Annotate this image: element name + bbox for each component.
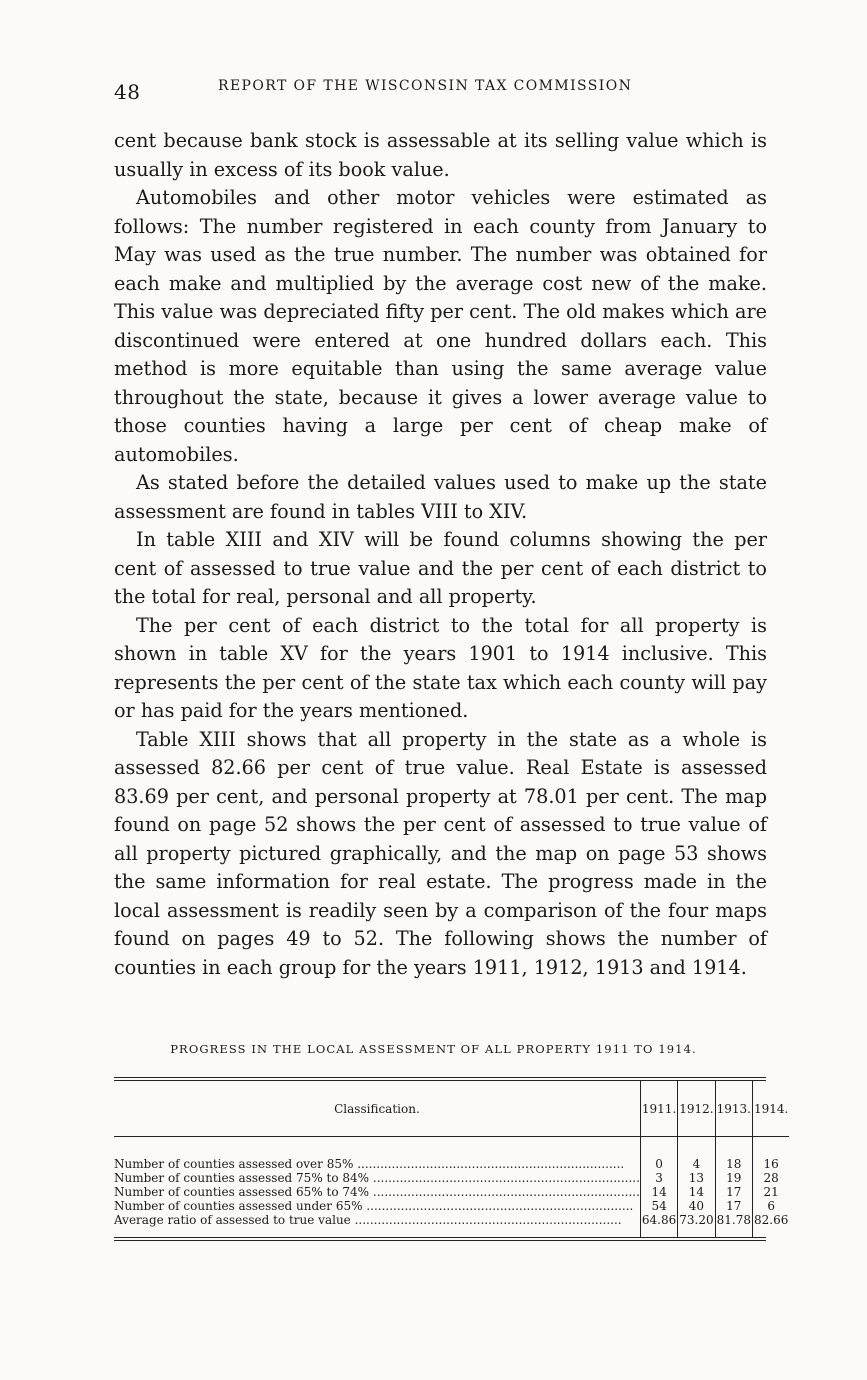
running-head: REPORT OF THE WISCONSIN TAX COMMISSION	[218, 78, 633, 94]
progress-table	[114, 1077, 789, 1241]
cell-1911: 0	[640, 1137, 677, 1172]
cell-1913: 17	[715, 1185, 752, 1199]
cell-1912: 73.20	[678, 1213, 715, 1237]
header-1913: 1913.	[715, 1081, 752, 1137]
header-classification: Classification.	[114, 1081, 640, 1137]
cell-1913: 19	[715, 1171, 752, 1185]
row-label: Number of counties assessed 75% to 84% .....	[114, 1171, 640, 1185]
cell-1913: 81.78	[715, 1213, 752, 1237]
paragraph: As stated before the detailed values used to make up the state assessment are found in tables VIII to XIV.	[114, 471, 767, 523]
cell-1914: 6	[752, 1199, 789, 1213]
cell-1911: 14	[640, 1185, 677, 1199]
table-title: PROGRESS IN THE LOCAL ASSESSMENT OF ALL PROPERTY 1911 TO 1914.	[170, 1042, 697, 1056]
table-bottom-rule	[114, 1237, 766, 1241]
row-label: Average ratio of assessed to true value .....	[114, 1213, 640, 1237]
cell-1912: 4	[678, 1137, 715, 1172]
paragraph: The per cent of each district to the total for all property is shown in table XV for the years 1901 to 1914 inclusive. This represents the per cent of the state tax which each county will pay or has paid for the years mentioned.	[114, 613, 767, 722]
paragraph: In table XIII and XIV will be found columns showing the per cent of assessed to true value and the per cent of each district to the total for real, personal and all property.	[114, 528, 767, 608]
paragraph: Table XIII shows that all property in the state as a whole is assessed 82.66 per cent of true value. Real Estate is assessed 83.69 per cent, and personal property at 78.01 per cent. The map found on page 52 shows the per cent of assessed to true value of all property pictured graphically, and the map on page 53 shows the same information for real estate. The progress made in the local assessment is readily seen by a comparison of the four maps found on pages 49 to 52. The following shows the number of counties in each group for the years 1911, 1912, 1913 and 1914.	[114, 727, 767, 979]
table-row	[114, 1171, 789, 1185]
table-row	[114, 1137, 789, 1172]
cell-1912: 40	[678, 1199, 715, 1213]
cell-1913: 17	[715, 1199, 752, 1213]
paragraph: Automobiles and other motor vehicles were estimated as follows: The number registered in each county from January to May was used as the true number. The number was obtained for each make and multiplied by the average cost new of the make. This value was depreciated fifty per cent. The old makes which are discontinued were entered at one hundred dollars each. This method is more equitable than using the same average value throughout the state, because it gives a lower average value to those counties having a large per cent of cheap make of automobiles.	[114, 186, 767, 466]
row-label: Number of counties assessed 65% to 74% .....	[114, 1185, 640, 1199]
table-row	[114, 1199, 789, 1213]
header-1914: 1914.	[752, 1081, 789, 1137]
cell-1912: 14	[678, 1185, 715, 1199]
table-row	[114, 1185, 789, 1199]
header-1911: 1911.	[640, 1081, 677, 1137]
cell-1914: 28	[752, 1171, 789, 1185]
body-text	[114, 127, 767, 982]
table-row	[114, 1213, 789, 1237]
cell-1913: 18	[715, 1137, 752, 1172]
cell-1911: 64.86	[640, 1213, 677, 1237]
table-header-row	[114, 1081, 789, 1137]
cell-1914: 82.66	[752, 1213, 789, 1237]
paragraph: cent because bank stock is assessable at its selling value which is usually in excess of its book value.	[114, 129, 767, 181]
cell-1912: 13	[678, 1171, 715, 1185]
row-label: Number of counties assessed over 85% .....	[114, 1137, 640, 1172]
row-label: Number of counties assessed under 65% .....	[114, 1199, 640, 1213]
cell-1911: 54	[640, 1199, 677, 1213]
header-1912: 1912.	[678, 1081, 715, 1137]
page-number: 48	[114, 80, 141, 104]
cell-1914: 21	[752, 1185, 789, 1199]
cell-1914: 16	[752, 1137, 789, 1172]
cell-1911: 3	[640, 1171, 677, 1185]
